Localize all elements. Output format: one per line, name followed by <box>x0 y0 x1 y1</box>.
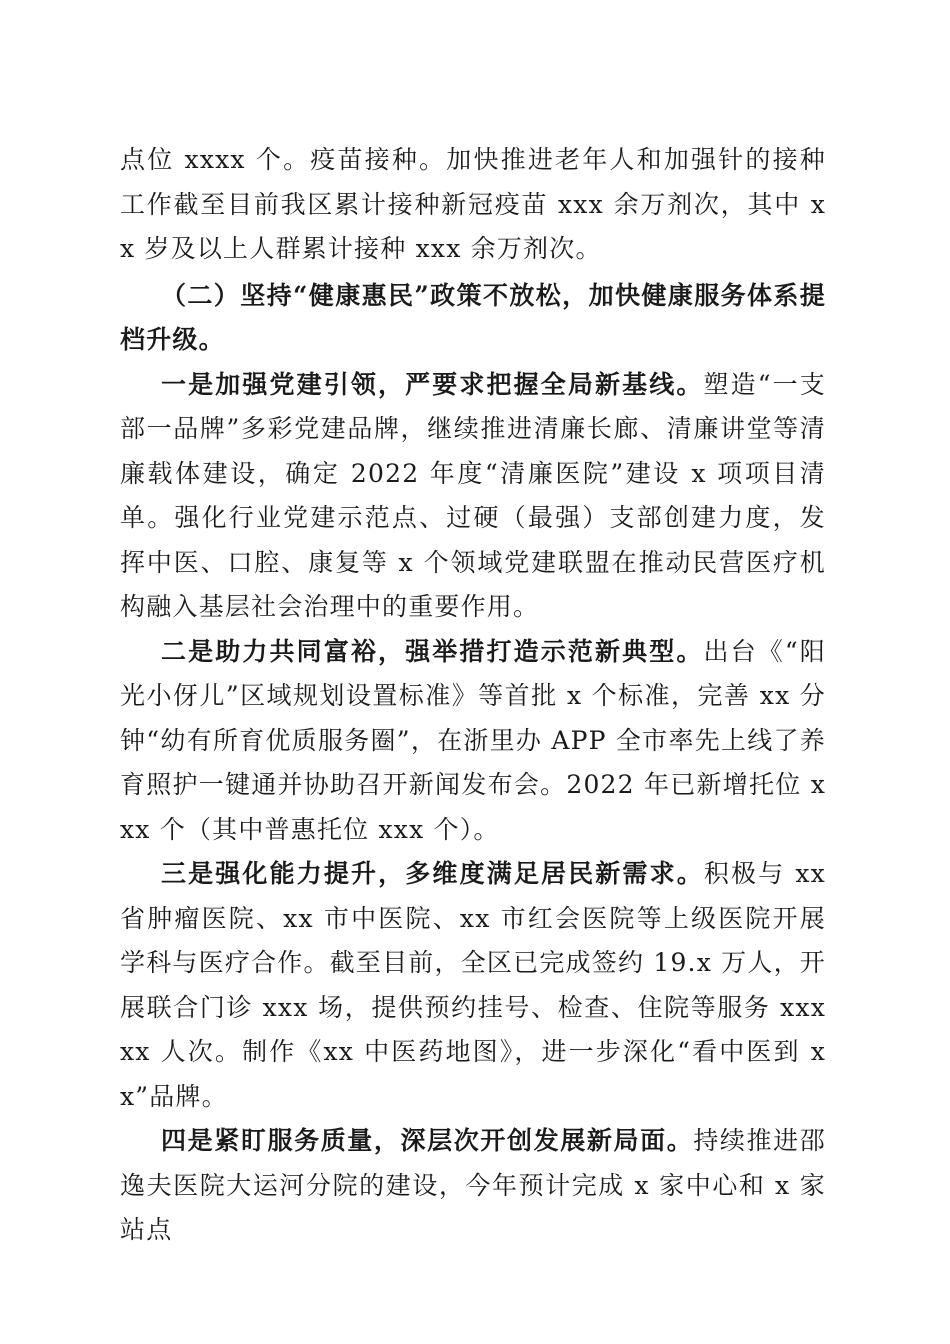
paragraph-lead: 一是加强党建引领，严要求把握全局新基线。 <box>161 369 704 399</box>
paragraph-item-1 <box>120 363 826 630</box>
section-heading <box>120 274 826 363</box>
paragraph-body: 积极与 xx 省肿瘤医院、xx 市中医院、xx 市红会医院等上级医院开展学科与医疗合作。截至目前，全区已完成签约 19.x 万人，开展联合门诊 xxx 场，提供预约挂号、检查、住院等服务 xxxxx 人次。制作《xx 中医药地图》，进一步深化“看中医到 xx”品牌。 <box>120 859 826 1111</box>
section-heading-text: （二）坚持“健康惠民”政策不放松，加快健康服务体系提档升级。 <box>120 280 826 354</box>
paragraph-lead: 二是助力共同富裕，强举措打造示范新典型。 <box>161 636 704 666</box>
paragraph-body: 出台《“阳光小伢儿”区域规划设置标准》等首批 x 个标准，完善 xx 分钟“幼有所育优质服务圈”，在浙里办 APP 全市率先上线了养育照护一键通并协助召开新闻发布会。2022 年已新增托位 xxx 个（其中普惠托位 xxx 个）。 <box>120 636 826 844</box>
document-page <box>120 138 826 1253</box>
paragraph-item-3 <box>120 852 826 1119</box>
paragraph-lead: 四是紧盯服务质量，深层次开创发展新局面。 <box>161 1126 694 1155</box>
paragraph-item-4 <box>120 1119 826 1253</box>
paragraph-body: 持续推进邵逸夫医院大运河分院的建设，今年预计完成 x 家中心和 x 家站点 <box>120 1126 826 1244</box>
paragraph-vaccination <box>120 138 826 272</box>
paragraph-item-2 <box>120 630 826 853</box>
paragraph-body: 点位 xxxx 个。疫苗接种。加快推进老年人和加强针的接种工作截至目前我区累计接种新冠疫苗 xxx 余万剂次，其中 xx 岁及以上人群累计接种 xxx 余万剂次。 <box>120 145 826 263</box>
paragraph-lead: 三是强化能力提升，多维度满足居民新需求。 <box>161 859 704 888</box>
paragraph-body: 塑造“一支部一品牌”多彩党建品牌，继续推进清廉长廊、清廉讲堂等清廉载体建设，确定 2022 年度“清廉医院”建设 x 项项目清单。强化行业党建示范点、过硬（最强）支部创建力度，发挥中医、口腔、康复等 x 个领域党建联盟在推动民营医疗机构融入基层社会治理中的重要作用。 <box>120 369 826 621</box>
